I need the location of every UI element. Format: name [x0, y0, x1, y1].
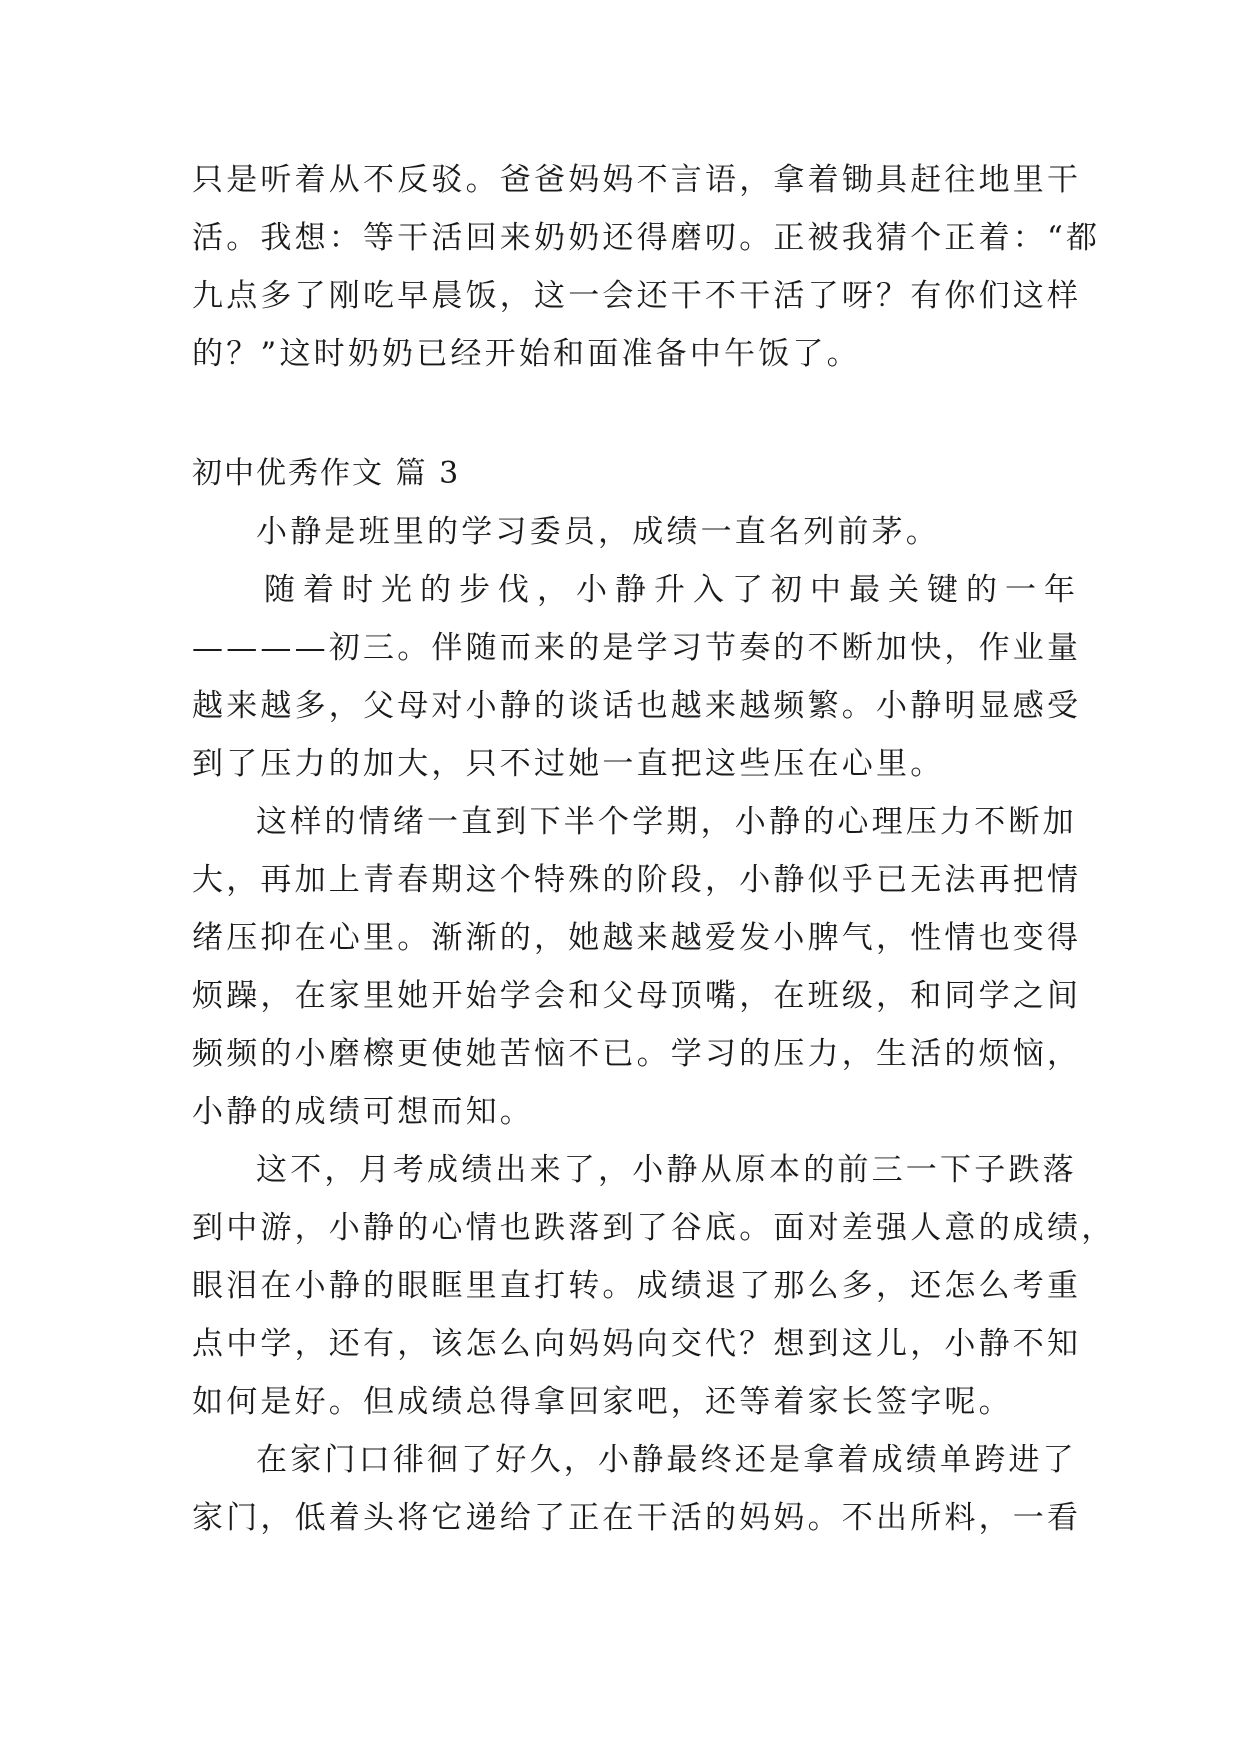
text-line: 这样的情绪一直到下半个学期，小静的心理压力不断加	[256, 804, 1077, 840]
text-line: 只是听着从不反驳。爸爸妈妈不言语，拿着锄具赶往地里干	[192, 162, 1082, 198]
text-line: ————初三。伴随而来的是学习节奏的不断加快，作业量	[192, 630, 1082, 666]
text-line: 这不，月考成绩出来了，小静从原本的前三一下子跌落	[256, 1152, 1077, 1188]
text-line: 随着时光的步伐，小静升入了初中最关键的一年	[264, 572, 1083, 608]
text-line: 大，再加上青春期这个特殊的阶段，小静似乎已无法再把情	[192, 862, 1082, 898]
text-line: 在家门口徘徊了好久，小静最终还是拿着成绩单跨进了	[256, 1442, 1077, 1478]
text-line: 越来越多，父母对小静的谈话也越来越频繁。小静明显感受	[192, 688, 1082, 724]
section-heading: 初中优秀作文 篇 3	[192, 456, 461, 491]
text-line: 如何是好。但成绩总得拿回家吧，还等着家长签字呢。	[192, 1384, 1013, 1420]
text-line: 家门，低着头将它递给了正在干活的妈妈。不出所料，一看	[192, 1500, 1082, 1536]
text-line: 绪压抑在心里。渐渐的，她越来越爱发小脾气，性情也变得	[192, 920, 1082, 956]
text-line: 到中游，小静的心情也跌落到了谷底。面对差强人意的成绩，	[192, 1210, 1116, 1246]
text-line: 活。我想：等干活回来奶奶还得磨叨。正被我猜个正着：“都	[192, 220, 1101, 256]
text-line: 的？”这时奶奶已经开始和面准备中午饭了。	[192, 336, 861, 372]
text-line: 频频的小磨檫更使她苦恼不已。学习的压力，生活的烦恼，	[192, 1036, 1082, 1072]
text-line: 眼泪在小静的眼眶里直打转。成绩退了那么多，还怎么考重	[192, 1268, 1082, 1304]
text-line: 烦躁，在家里她开始学会和父母顶嘴，在班级，和同学之间	[192, 978, 1082, 1014]
text-line: 九点多了刚吃早晨饭，这一会还干不干活了呀？有你们这样	[192, 278, 1082, 314]
text-line: 点中学，还有，该怎么向妈妈向交代？想到这儿，小静不知	[192, 1326, 1082, 1362]
text-line: 小静的成绩可想而知。	[192, 1094, 534, 1130]
text-line: 小静是班里的学习委员，成绩一直名列前茅。	[256, 514, 940, 550]
text-line: 到了压力的加大，只不过她一直把这些压在心里。	[192, 746, 945, 782]
